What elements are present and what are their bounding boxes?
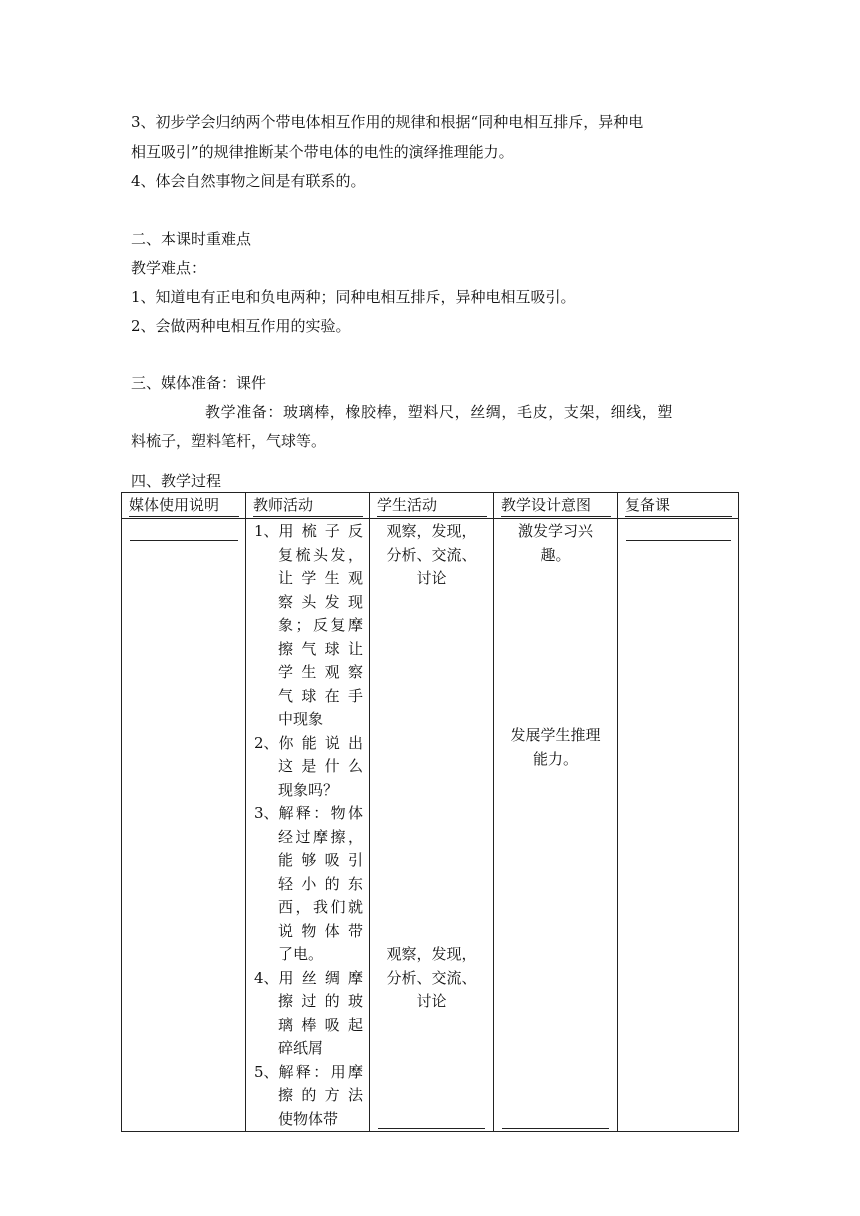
intent-block-1 (494, 520, 617, 567)
student-line: 讨论 (416, 569, 447, 587)
teacher-activity-number (254, 1108, 278, 1132)
student-underline (378, 1128, 485, 1129)
teacher-activity-text: 擦的方法 (278, 1086, 363, 1104)
student-line: 分析、交流、 (386, 545, 477, 564)
teacher-activity-number (254, 896, 278, 920)
intent-block-2 (494, 724, 617, 771)
teacher-activity-number (254, 685, 278, 709)
teacher-activity-number (254, 544, 278, 568)
section3-prep-line-1: 教学准备：玻璃棒，橡胶棒，塑料尺，丝绸，毛皮，支架，细线，塑 (205, 403, 674, 421)
teacher-activity-text: 解释：用摩 (278, 1062, 363, 1081)
teacher-activity-line (254, 708, 363, 732)
teacher-activity-number (254, 1037, 278, 1061)
teacher-activity-line (254, 544, 363, 568)
teacher-activity-line (254, 685, 363, 709)
teacher-activity-line (254, 849, 363, 873)
teacher-activity-number: 5、 (254, 1062, 279, 1081)
teacher-activity-number (254, 567, 278, 591)
teacher-activity-line (254, 990, 363, 1014)
table-header-row (122, 493, 739, 519)
teacher-activity-text: 复梳头发， (278, 545, 363, 564)
col-header-prep: 复备课 (618, 493, 739, 519)
teacher-activity-text: 西，我们就 (278, 898, 363, 916)
teacher-activity-line (254, 755, 363, 779)
teacher-activity-line (254, 802, 363, 826)
intent-line: 能力。 (532, 749, 578, 768)
teacher-activity-number (254, 873, 278, 897)
teacher-activity-text: 擦过的玻 (278, 992, 363, 1010)
col-header-intent: 教学设计意图 (494, 493, 618, 519)
student-line: 分析、交流、 (386, 968, 477, 987)
teacher-activity-number (254, 661, 278, 685)
student-line: 讨论 (416, 992, 447, 1010)
section2-heading: 二、本课时重难点 (131, 230, 252, 248)
teacher-activity-line (254, 1061, 363, 1085)
teacher-activity-text: 轻小的东 (278, 874, 363, 893)
teacher-activity-text: 解释：物体 (278, 804, 363, 822)
teacher-activity-number (254, 708, 278, 732)
teacher-activity-number (254, 1084, 278, 1108)
teacher-activity-text: 中现象 (278, 710, 324, 728)
section2-subheading: 教学难点： (131, 259, 207, 277)
teaching-process-table (121, 492, 739, 1132)
teacher-activity-line (254, 567, 363, 591)
teacher-activity-line (254, 779, 363, 803)
table-body-row (122, 519, 739, 1132)
section4-heading: 四、教学过程 (131, 472, 222, 490)
teacher-activity-number (254, 920, 278, 944)
col-header-teacher: 教师活动 (246, 493, 370, 519)
teacher-activity-number (254, 591, 278, 615)
section2-item-2: 2、会做两种电相互作用的实验。 (131, 317, 351, 335)
teacher-activity-text: 使物体带 (278, 1109, 339, 1128)
teacher-activity-line (254, 873, 363, 897)
teacher-activity-line (254, 920, 363, 944)
teacher-activity-text: 擦气球让 (278, 639, 363, 658)
intent-line: 发展学生推理 (510, 726, 601, 744)
teacher-activity-number (254, 849, 278, 873)
student-cell (370, 519, 494, 1132)
teacher-activity-number (254, 943, 278, 967)
prep-cell (618, 519, 739, 1132)
intent-cell (494, 519, 618, 1132)
teacher-activity-line (254, 614, 363, 638)
teacher-activity-number: 3、 (254, 804, 279, 822)
teacher-activity-number (254, 990, 278, 1014)
teacher-activity-number (254, 614, 278, 638)
prep-underline (626, 540, 731, 541)
teacher-activity-text: 璃棒吸起 (278, 1015, 363, 1034)
teacher-activity-text: 现象吗？ (278, 780, 339, 799)
teacher-activity-number (254, 1014, 278, 1038)
intent-line: 趣。 (540, 545, 571, 564)
teacher-activity-line (254, 1108, 363, 1132)
teacher-activity-line (254, 1014, 363, 1038)
teacher-activity-line (254, 520, 363, 544)
teacher-activity-text: 气球在手 (278, 686, 363, 705)
student-block-1 (370, 520, 493, 591)
intro-line-1: 3、初步学会归纳两个带电体相互作用的规律和根据“同种电相互排斥，异种电 (131, 113, 644, 131)
col-header-student: 学生活动 (370, 493, 494, 519)
teacher-activity-number (254, 826, 278, 850)
teacher-activity-text: 经过摩擦， (278, 827, 363, 846)
teacher-activity-text: 学生观察 (278, 663, 363, 681)
intro-line-2: 相互吸引”的规律推断某个带电体的电性的演绎推理能力。 (131, 143, 514, 161)
media-underline (130, 540, 238, 541)
teacher-activity-number (254, 755, 278, 779)
section2-item-1: 1、知道电有正电和负电两种；同种电相互排斥，异种电相互吸引。 (131, 288, 576, 306)
teacher-activity-line (254, 1037, 363, 1061)
teacher-activity-line (254, 967, 363, 991)
student-line: 观察，发现， (386, 945, 477, 963)
intro-line-3: 4、体会自然事物之间是有联系的。 (131, 172, 366, 190)
teacher-activity-text: 碎纸屑 (278, 1039, 324, 1057)
teacher-activity-number (254, 638, 278, 662)
teacher-activity-list (246, 519, 369, 1131)
teacher-activity-line (254, 638, 363, 662)
teacher-activity-text: 你能说出 (278, 733, 363, 752)
teacher-activity-text: 让学生观 (278, 569, 363, 587)
teacher-activity-line (254, 826, 363, 850)
section3-prep-line-2: 料梳子，塑料笔杆，气球等。 (131, 432, 327, 450)
teacher-activity-number: 4、 (254, 968, 279, 987)
teacher-activity-text: 说物体带 (278, 921, 363, 940)
teacher-activity-text: 象；反复摩 (278, 616, 363, 634)
section3-heading: 三、媒体准备：课件 (131, 374, 267, 392)
teacher-activity-number (254, 779, 278, 803)
teacher-activity-text: 用梳子反 (278, 522, 363, 540)
teacher-activity-line (254, 943, 363, 967)
teacher-activity-number: 1、 (254, 522, 279, 540)
teacher-activity-text: 能够吸引 (278, 851, 363, 869)
student-block-2 (370, 943, 493, 1014)
teacher-activity-text: 了电。 (278, 945, 324, 963)
teacher-activity-line (254, 661, 363, 685)
media-cell (122, 519, 246, 1132)
teacher-activity-line (254, 1084, 363, 1108)
intent-underline (502, 1128, 609, 1129)
col-header-media: 媒体使用说明 (122, 493, 246, 519)
teacher-cell (246, 519, 370, 1132)
teacher-activity-text: 这是什么 (278, 757, 363, 775)
teacher-activity-line (254, 732, 363, 756)
teacher-activity-text: 察头发现 (278, 592, 363, 611)
intent-line: 激发学习兴 (517, 522, 593, 540)
teacher-activity-line (254, 591, 363, 615)
student-line: 观察，发现， (386, 522, 477, 540)
teacher-activity-line (254, 896, 363, 920)
teacher-activity-number: 2、 (254, 733, 279, 752)
teacher-activity-text: 用丝绸摩 (278, 968, 363, 987)
